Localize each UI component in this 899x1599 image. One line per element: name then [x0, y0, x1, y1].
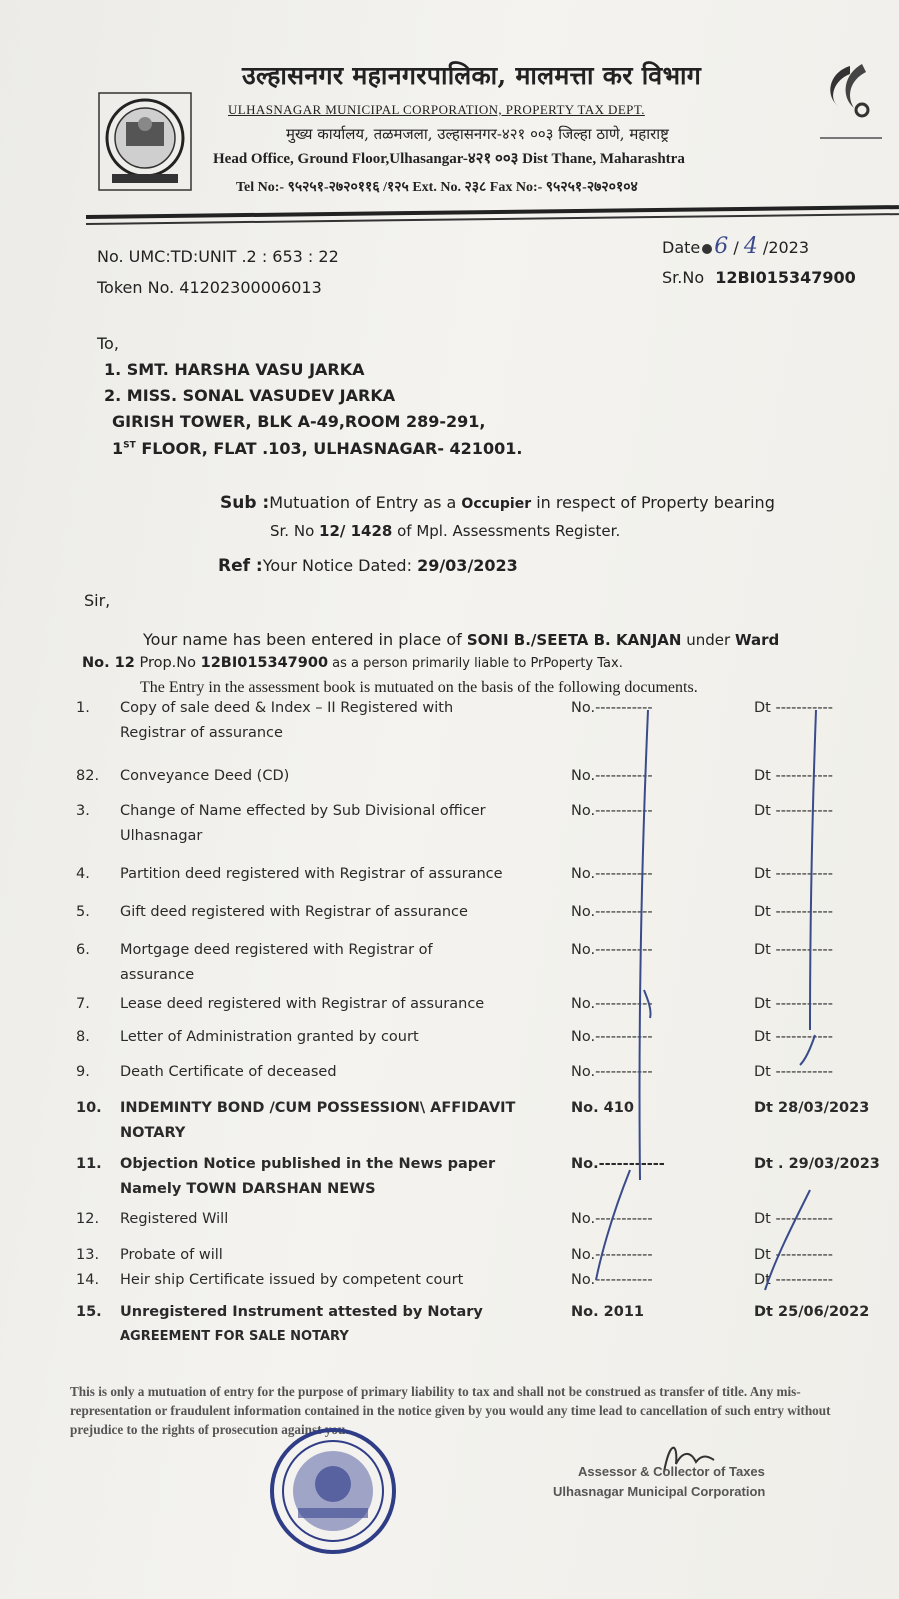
document-date-field: Dt ----------- — [754, 866, 834, 882]
signatory-title: Assessor & Collector of Taxes — [578, 1464, 765, 1479]
disclaimer-note: This is only a mutuation of entry for the purpose of primary liability to tax and shall not be construed as transfer of title. Any mis-representation or fraudulent information contained in the notice given by you would any time lead to cancellation of such entry without prejudice to the rights of prosecution against you. — [70, 1384, 831, 1437]
document-date-field: Dt ----------- — [754, 1272, 834, 1288]
document-description: Heir ship Certificate issued by competent court — [120, 1272, 464, 1288]
reference-number: No. UMC:TD:UNIT .2 : 653 : 22 — [97, 247, 339, 266]
salutation: Sir, — [84, 591, 111, 610]
address-line-1: GIRISH TOWER, BLK A-49,ROOM 289-291, — [112, 412, 486, 431]
letter-date: Date 6 / 4 /2023 — [662, 234, 810, 259]
header-office-marathi: मुख्य कार्यालय, तळमजला, उल्हासनगर-४२१ ००३ जिल्हा ठाणे, महाराष्ट्र — [286, 125, 669, 143]
document-description: INDEMINTY BOND /CUM POSSESSION\ AFFIDAVIT — [120, 1100, 516, 1116]
document-no-field: No.----------- — [571, 1247, 653, 1263]
signatory-organisation: Ulhasnagar Municipal Corporation — [553, 1484, 766, 1499]
document-description-cont: assurance — [120, 967, 195, 983]
swachh-bharat-logo — [810, 58, 890, 148]
header-office-english: Head Office, Ground Floor,Ulhasangar-४२१ ००३ Dist Thane, Maharashtra — [213, 151, 685, 167]
address-line-2: 1ST FLOOR, FLAT .103, ULHASNAGAR- 421001. — [112, 439, 523, 458]
document-description: Copy of sale deed & Index – II Registered with — [120, 700, 454, 716]
document-no-field: No.----------- — [571, 1156, 665, 1172]
document-date-field: Dt ----------- — [754, 942, 834, 958]
umc-seal-logo — [98, 92, 192, 192]
document-description-cont: AGREEMENT FOR SALE NOTARY — [120, 1329, 349, 1344]
document-no-field: No.----------- — [571, 803, 653, 819]
document-number: 13. — [76, 1247, 100, 1263]
document-description: Death Certificate of deceased — [120, 1064, 337, 1080]
subject-line-2: Sr. No 12/ 1428 of Mpl. Assessments Register. — [270, 522, 621, 540]
document-number: 6. — [76, 942, 90, 958]
document-no-field: No.----------- — [571, 1272, 653, 1288]
document-number: 10. — [76, 1100, 102, 1116]
body-paragraph-line-3: The Entry in the assessment book is mutuated on the basis of the following documents. — [140, 679, 698, 696]
document-date-field: Dt ----------- — [754, 1029, 834, 1045]
document-no-field: No.----------- — [571, 700, 653, 716]
document-date-field: Dt . 29/03/2023 — [754, 1156, 880, 1172]
document-description: Letter of Administration granted by court — [120, 1029, 419, 1045]
body-paragraph-line-1: Your name has been entered in place of SONI B./SEETA B. KANJAN under Ward — [143, 630, 780, 649]
addressee-1: 1. SMT. HARSHA VASU JARKA — [104, 360, 365, 379]
document-number: 7. — [76, 996, 90, 1012]
document-description: Probate of will — [120, 1247, 223, 1263]
document-date-field: Dt ----------- — [754, 803, 834, 819]
document-number: 14. — [76, 1272, 100, 1288]
document-date-field: Dt ----------- — [754, 1247, 834, 1263]
document-no-field: No.----------- — [571, 942, 653, 958]
document-description: Partition deed registered with Registrar of assurance — [120, 866, 503, 882]
handwritten-strike-marks — [560, 700, 880, 1300]
serial-number: Sr.No 12BI015347900 — [662, 268, 856, 287]
document-description: Objection Notice published in the News paper — [120, 1156, 496, 1172]
document-no-field: No.----------- — [571, 866, 653, 882]
document-no-field: No.----------- — [571, 904, 653, 920]
document-date-field: Dt ----------- — [754, 1064, 834, 1080]
document-description: Change of Name effected by Sub Divisional officer — [120, 803, 486, 819]
document-no-field: No.----------- — [571, 1029, 653, 1045]
document-number: 11. — [76, 1156, 102, 1172]
document-number: 4. — [76, 866, 90, 882]
round-office-stamp — [268, 1426, 398, 1556]
document-number: 82. — [76, 768, 100, 784]
subject-line: Sub :Mutuation of Entry as a Occupier in respect of Property bearing — [220, 493, 775, 513]
document-number: 15. — [76, 1304, 102, 1320]
document-number: 9. — [76, 1064, 90, 1080]
header-rule-thick — [86, 205, 899, 219]
document-number: 3. — [76, 803, 90, 819]
document-no-field: No. 410 — [571, 1100, 634, 1116]
document-description: Registered Will — [120, 1211, 229, 1227]
reference-line: Ref :Your Notice Dated: 29/03/2023 — [218, 556, 518, 576]
document-description-cont: NOTARY — [120, 1125, 186, 1141]
body-paragraph-line-2: No. 12 Prop.No 12BI015347900 as a person primarily liable to PrPoperty Tax. — [82, 655, 623, 671]
header-contact: Tel No:- ९५२५१-२७२०११६ /१२५ Ext. No. २३८ Fax No:- ९५२५१-२७२०१०४ — [236, 180, 638, 195]
date-label: Date — [662, 238, 701, 257]
token-number: Token No. 41202300006013 — [97, 278, 322, 297]
document-description-cont: Registrar of assurance — [120, 725, 283, 741]
addressee-2: 2. MISS. SONAL VASUDEV JARKA — [104, 386, 396, 405]
document-no-field: No.----------- — [571, 768, 653, 784]
document-no-field: No.----------- — [571, 996, 653, 1012]
document-date-field: Dt ----------- — [754, 1211, 834, 1227]
document-date-field: Dt ----------- — [754, 768, 834, 784]
document-description: Unregistered Instrument attested by Notary — [120, 1304, 483, 1320]
document-no-field: No. 2011 — [571, 1304, 645, 1320]
document-number: 5. — [76, 904, 90, 920]
date-year: /2023 — [762, 238, 810, 257]
document-description: Conveyance Deed (CD) — [120, 768, 290, 784]
document-number: 8. — [76, 1029, 90, 1045]
document-number: 12. — [76, 1211, 100, 1227]
document-date-field: Dt ----------- — [754, 904, 834, 920]
date-day-handwritten: 6 — [714, 234, 729, 259]
document-number: 1. — [76, 700, 90, 716]
document-description: Mortgage deed registered with Registrar of — [120, 942, 433, 958]
document-description-cont: Namely TOWN DARSHAN NEWS — [120, 1181, 376, 1197]
header-title-english: ULHASNAGAR MUNICIPAL CORPORATION, PROPERTY TAX DEPT. — [228, 102, 645, 117]
date-month-handwritten: 4 — [743, 234, 758, 259]
document-date-field: Dt 25/06/2022 — [754, 1304, 870, 1320]
document-description: Lease deed registered with Registrar of assurance — [120, 996, 485, 1012]
document-no-field: No.----------- — [571, 1211, 653, 1227]
document-description-cont: Ulhasnagar — [120, 828, 203, 844]
header-title-marathi: उल्हासनगर महानगरपालिका, मालमत्ता कर विभाग — [242, 61, 702, 90]
document-description: Gift deed registered with Registrar of assurance — [120, 904, 468, 920]
document-date-field: Dt ----------- — [754, 700, 834, 716]
document-no-field: No.----------- — [571, 1064, 653, 1080]
document-date-field: Dt 28/03/2023 — [754, 1100, 870, 1116]
to-label: To, — [97, 334, 119, 353]
document-date-field: Dt ----------- — [754, 996, 834, 1012]
